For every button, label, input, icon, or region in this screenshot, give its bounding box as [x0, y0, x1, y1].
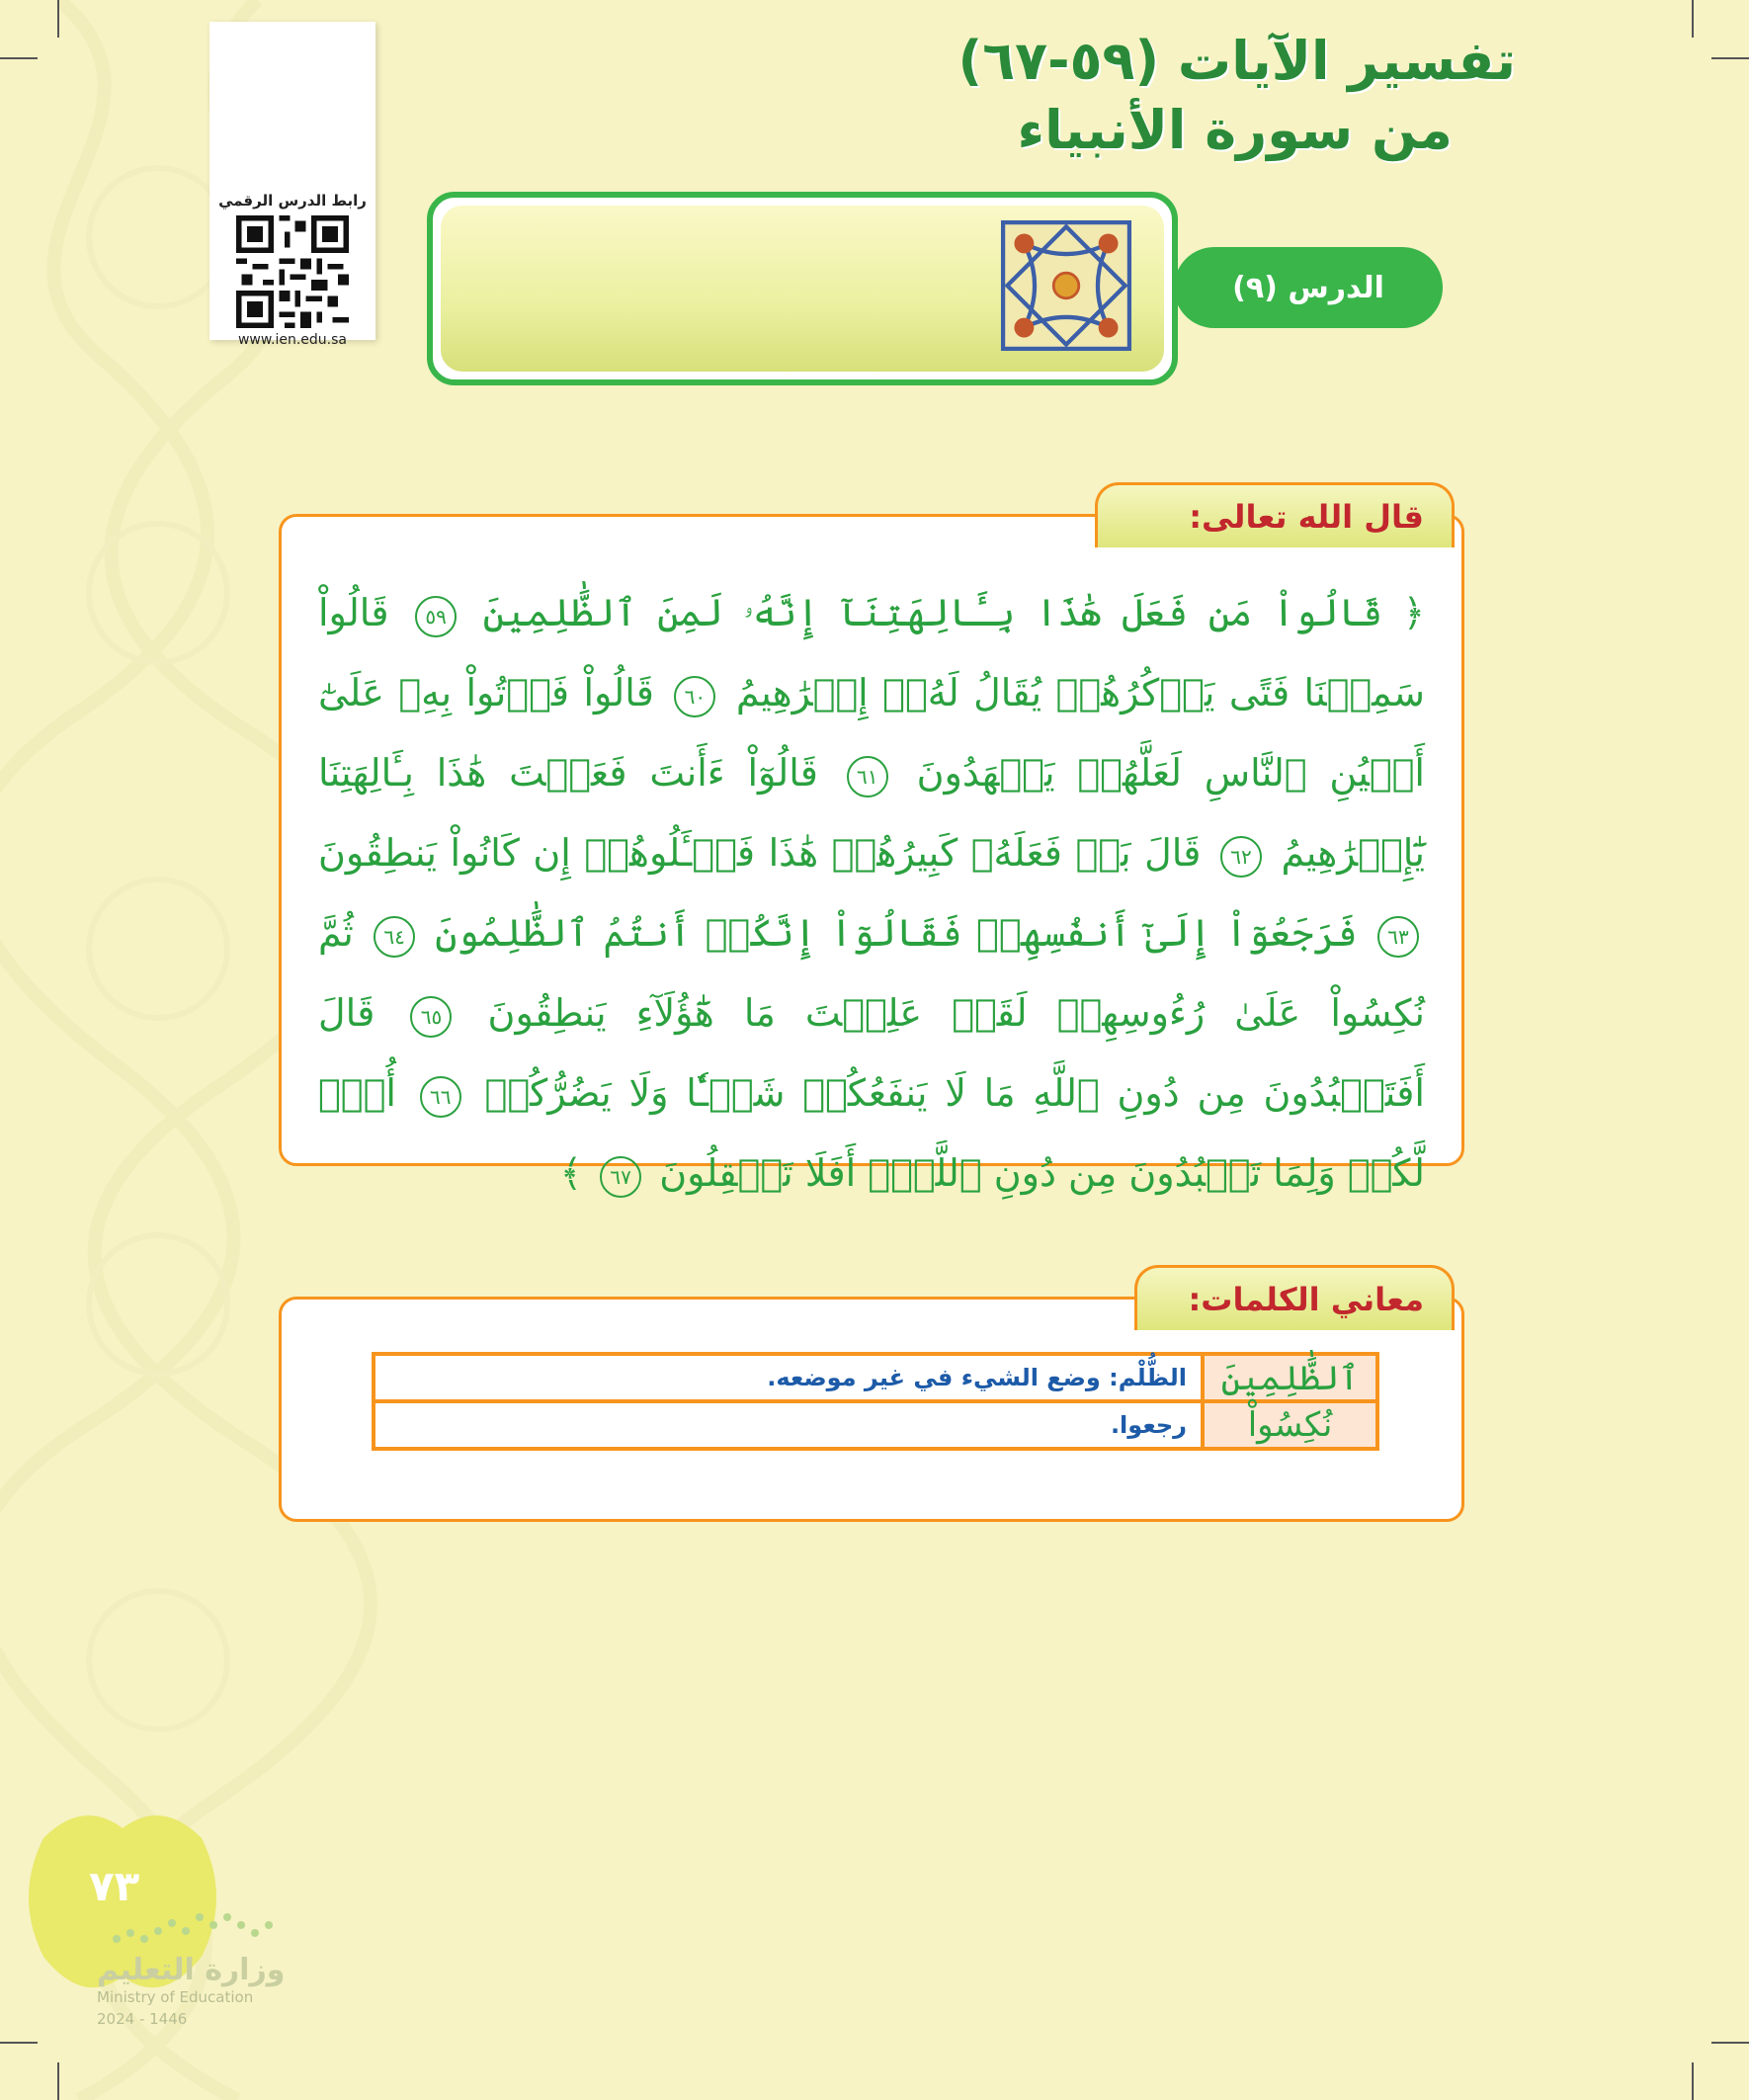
crop-mark	[1711, 2042, 1749, 2044]
lesson-subtitle: من سورة الأنبياء	[1017, 99, 1453, 161]
verse-number-marker: ٦٦	[420, 1076, 461, 1118]
word-meaning: الظُّلْم: وضع الشيء في غير موضعه.	[374, 1354, 1203, 1401]
verse-number-marker: ٦٥	[410, 996, 452, 1038]
closing-quran-bracket: ﴾	[559, 1151, 582, 1195]
verse-text: ثُمَّ نُكِسُواْ عَلَىٰ رُءُوسِهِمۡ لَقَدۡ عَلِمۡتَ مَا هَٰٓؤُلَآءِ يَنطِقُونَ	[318, 911, 1425, 1035]
ministry-name-english: Ministry of Education	[97, 1988, 254, 2006]
lesson-number-pill: الدرس (٩)	[1174, 247, 1443, 328]
verse-number-marker: ٦٢	[1220, 836, 1262, 878]
lesson-title: تفسير الآيات (٥٩-٦٧)	[958, 30, 1516, 92]
verse-text: قَالُواْ فَأۡتُواْ بِهِۦ عَلَىٰٓ أَعۡيُنِ ٱلنَّاسِ لَعَلَّهُمۡ يَشۡهَدُونَ	[318, 671, 1425, 795]
crop-mark	[1692, 2062, 1694, 2100]
verse-text: ﴿ قَالُواْ مَن فَعَلَ هَٰذَا بِـَٔالِهَتِنَآ إِنَّهُۥ لَمِنَ ٱلظَّٰلِمِينَ	[482, 591, 1425, 634]
page-number: ٧٣	[89, 1862, 140, 1910]
word-meanings-table	[372, 1352, 1379, 1451]
verse-text: قَالُواْ سَمِعۡنَا فَتًى يَذۡكُرُهُمۡ يُقَالُ لَهُۥٓ إِبۡرَٰهِيمُ	[318, 591, 1425, 714]
word-meanings-heading: معاني الكلمات:	[1134, 1265, 1455, 1330]
crop-mark	[57, 2062, 59, 2100]
verse-number-marker: ٦٠	[674, 676, 715, 717]
crop-mark	[1692, 0, 1694, 38]
verse-text: أُفّٖ لَّكُمۡ وَلِمَا تَعۡبُدُونَ مِن دُونِ ٱللَّهِۚ أَفَلَا تَعۡقِلُونَ	[318, 1071, 1425, 1195]
word-term: ٱلظَّٰلِمِينَ	[1203, 1354, 1377, 1401]
qr-card[interactable]	[209, 22, 375, 348]
ministry-logo-icon	[107, 1909, 324, 1949]
verse-number-marker: ٦٤	[374, 916, 415, 958]
verse-text: فَرَجَعُوٓاْ إِلَىٰٓ أَنفُسِهِمۡ فَقَالُوٓاْ إِنَّكُمۡ أَنتُمُ ٱلظَّٰلِمُونَ	[435, 911, 1358, 955]
verse-text: قَالُوٓاْ ءَأَنتَ فَعَلۡتَ هَٰذَا بِـَٔالِهَتِنَا يَٰٓإِبۡرَٰهِيمُ	[318, 751, 1425, 875]
ministry-name-arabic: وزارة التعليم	[97, 1953, 286, 1987]
crop-mark	[1711, 57, 1749, 59]
verse-text: قَالَ أَفَتَعۡبُدُونَ مِن دُونِ ٱللَّهِ مَا لَا يَنفَعُكُمۡ شَيۡـٔٗا وَلَا يَضُرُّكُمۡ	[318, 991, 1425, 1115]
verse-number-marker: ٥٩	[415, 596, 457, 637]
verse-number-marker: ٦٧	[600, 1156, 641, 1198]
crop-mark	[57, 0, 59, 38]
crop-mark	[0, 57, 38, 59]
crop-mark	[0, 2042, 38, 2044]
word-meaning: رجعوا.	[374, 1401, 1203, 1449]
verse-number-marker: ٦١	[847, 756, 888, 798]
qr-url[interactable]: www.ien.edu.sa	[237, 332, 348, 348]
table-row	[374, 1401, 1377, 1449]
table-row	[374, 1354, 1377, 1401]
qr-caption: رابط الدرس الرقمي	[218, 192, 367, 210]
word-term: نُكِسُواْ	[1203, 1401, 1377, 1449]
islamic-ornament-icon	[996, 215, 1136, 356]
quran-section-heading: قال الله تعالى:	[1095, 482, 1455, 547]
verse-text: قَالَ بَلۡ فَعَلَهُۥ كَبِيرُهُمۡ هَٰذَا فَسۡـَٔلُوهُمۡ إِن كَانُواْ يَنطِقُونَ	[318, 831, 1202, 875]
verse-number-marker: ٦٣	[1377, 916, 1419, 958]
quran-verses-text	[318, 573, 1425, 1214]
academic-year: 2024 - 1446	[97, 2010, 188, 2028]
qr-code-icon[interactable]	[236, 215, 349, 328]
